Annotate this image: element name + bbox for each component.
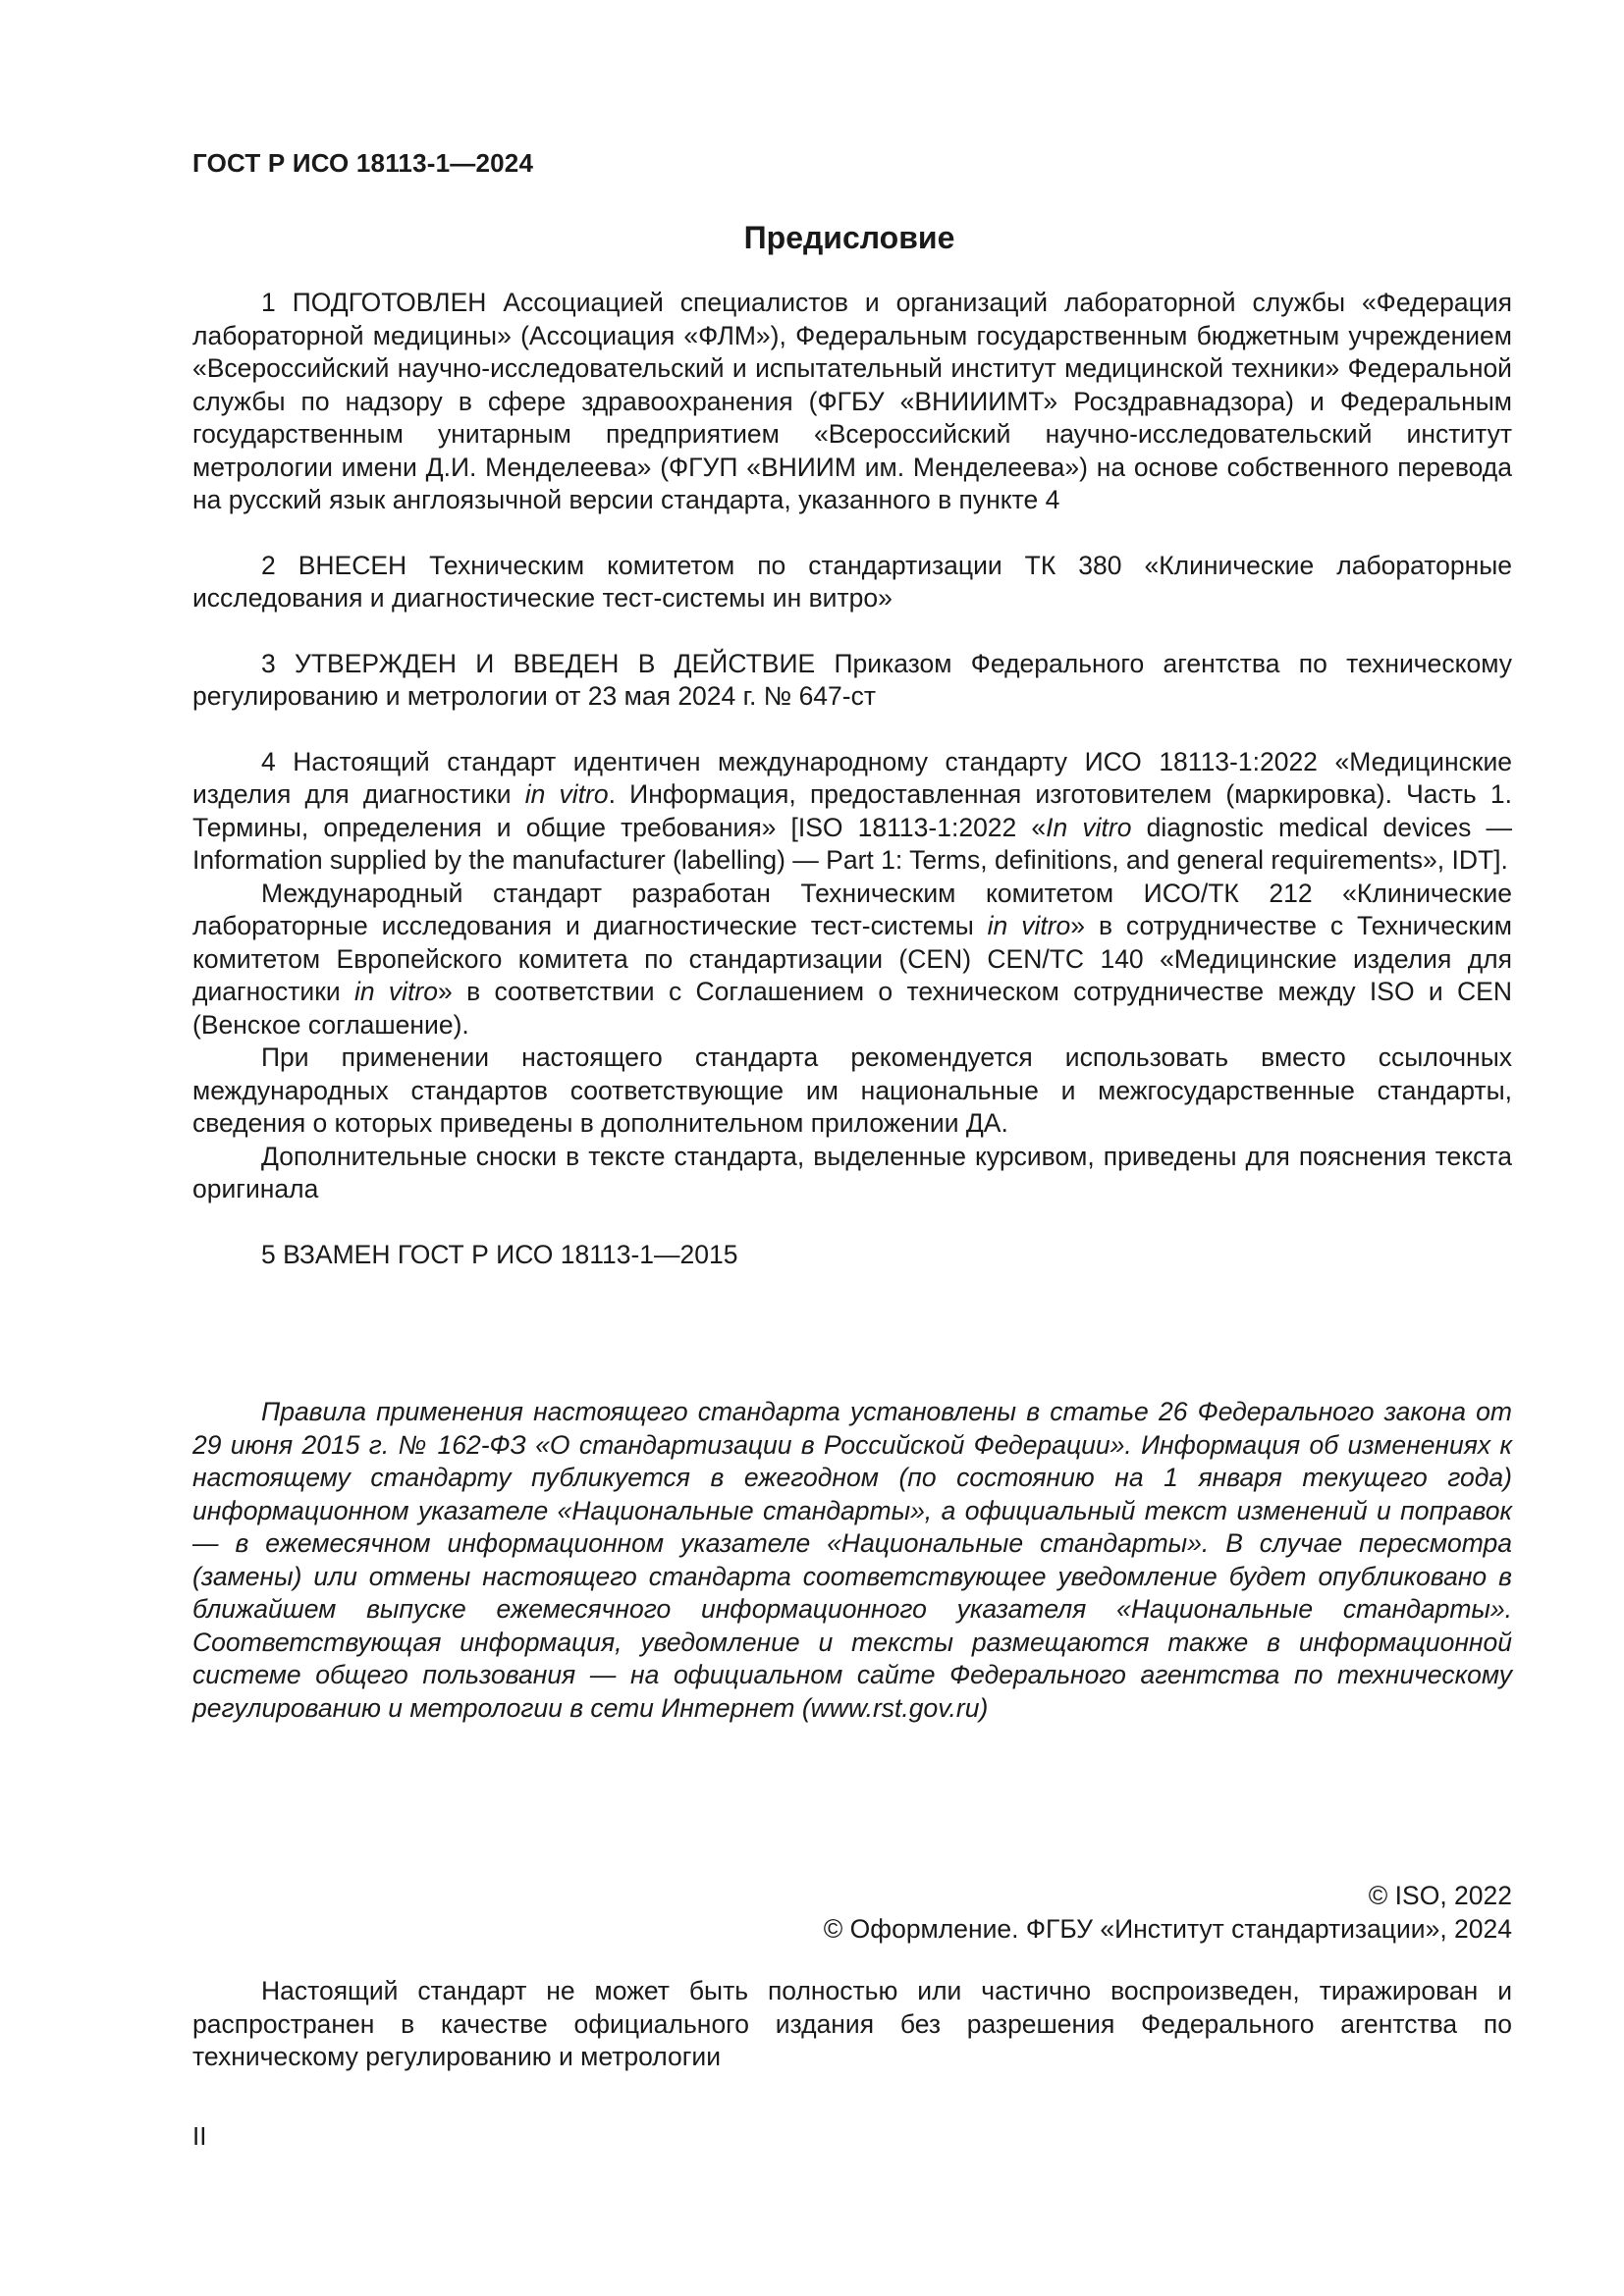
foreword-item-5: 5 ВЗАМЕН ГОСТ Р ИСО 18113-1—2015 [261,1239,738,1269]
foreword-application-note: При применении настоящего стандарта рекомендуется использовать вместо ссылочных международных стандартов соответствующие им национальные и межгосударственные стандарты, сведения о которых приведены в дополнительном приложении ДА. [192,1042,1512,1138]
page-number: II [192,2121,207,2151]
document-code-header: ГОСТ Р ИСО 18113-1—2024 [192,148,534,178]
foreword-item-4-italic-2: In vitro [1046,812,1132,842]
reproduction-notice-text: Настоящий стандарт не может быть полностью или частично воспроизведен, тиражирован и распространен в качестве официального издания без разрешения Федерального агентства по техническому регулированию и метрологии [192,1976,1512,2071]
copyright-block [192,1880,1512,1946]
foreword-international-standard [192,878,1512,1042]
copyright-design: © Оформление. ФГБУ «Институт стандартизации», 2024 [823,1913,1512,1944]
foreword-p5-text-e: » в соответствии с Соглашением о техническом сотрудничестве между ISO и CEN (Венское соглашение). [192,977,1512,1040]
notice-text: Правила применения настоящего стандарта установлены в статье 26 Федерального закона от 29 июня 2015 г. № 162-ФЗ «О стандартизации в Российской Федерации». Информация об изменениях к настоящему стандарту публикуется в ежегодном (по состоянию на 1 января текущего года) информационном указателе «Национальные стандарты», а официальный текст изменений и поправок — в ежемесячном информационном указателе «Национальные стандарты». В случае пересмотра (замены) или отмены настоящего стандарта соответствующее уведомление будет опубликовано в ближайшем выпуске ежемесячного информационного указателя «Национальные стандарты». Соответствующая информация, уведомление и тексты размещаются также в информационной системе общего пользования — на официальном сайте Федерального агентства по техническому регулированию и метрологии в сети Интернет (www.rst.gov.ru) [192,1397,1512,1723]
foreword-body [192,287,1512,1271]
reproduction-notice [192,1975,1512,2074]
copyright-iso: © ISO, 2022 [1368,1881,1512,1910]
foreword-item-4-text-e: diagnostic medical devices — Information supplied by the manufacturer (labelling) — Part 1: Terms, definitions, and general requirements», IDT]. [192,812,1512,875]
foreword-p5-italic-2: in vitro [353,977,438,1006]
page-title: Предисловие [743,220,955,255]
application-rules-notice [192,1396,1512,1725]
foreword-item-4-italic-1: in vitro [524,779,609,809]
foreword-item-3: 3 УТВЕРЖДЕН И ВВЕДЕН В ДЕЙСТВИЕ Приказом Федерального агентства по техническому регулированию и метрологии от 23 мая 2024 г. № 647-ст [192,648,1512,711]
foreword-item-4-text-c: . Информация, предоставленная изготовителем (маркировка). Часть 1. Термины, определения и общие требования» [ISO 18113-1:2022 « [192,779,1512,842]
foreword-item-2: 2 ВНЕСЕН Техническим комитетом по стандартизации ТК 380 «Клинические лабораторные исследования и диагностические тест-системы ин витро» [192,550,1512,613]
foreword-item-1: 1 ПОДГОТОВЛЕН Ассоциацией специалистов и организаций лабораторной службы «Федерация лабораторной медицины» (Ассоциация «ФЛМ»), Федеральным государственным бюджетным учреждением «Всероссийский научно-исследовательский и испытательный институт медицинской техники» Федеральной службы по надзору в сфере здравоохранения (ФГБУ «ВНИИИМТ» Росздравнадзора) и Федеральным государственным унитарным предприятием «Всероссийский научно-исследовательский институт метрологии имени Д.И. Менделеева» (ФГУП «ВНИИМ им. Менделеева») на основе собственного перевода на русский язык англоязычной версии стандарта, указанного в пункте 4 [192,288,1512,514]
foreword-p5-text-a: Международный стандарт разработан Техническим комитетом ИСО/ТК 212 «Клинические лабораторные исследования и диагностические тест-системы [192,878,1512,940]
foreword-p5-text-c: » в сотрудничестве с Техническим комитетом Европейского комитета по стандартизации (CEN) CEN/TC 140 «Медицинские изделия для диагностики [192,911,1512,1006]
foreword-footnotes-note: Дополнительные сноски в тексте стандарта, выделенные курсивом, приведены для пояснения текста оригинала [192,1141,1512,1203]
foreword-p5-italic-1: in vitro [987,911,1071,940]
foreword-item-4 [192,746,1512,878]
foreword-item-4-text-a: 4 Настоящий стандарт идентичен международному стандарту ИСО 18113-1:2022 «Медицинские изделия для диагностики [192,746,1512,809]
